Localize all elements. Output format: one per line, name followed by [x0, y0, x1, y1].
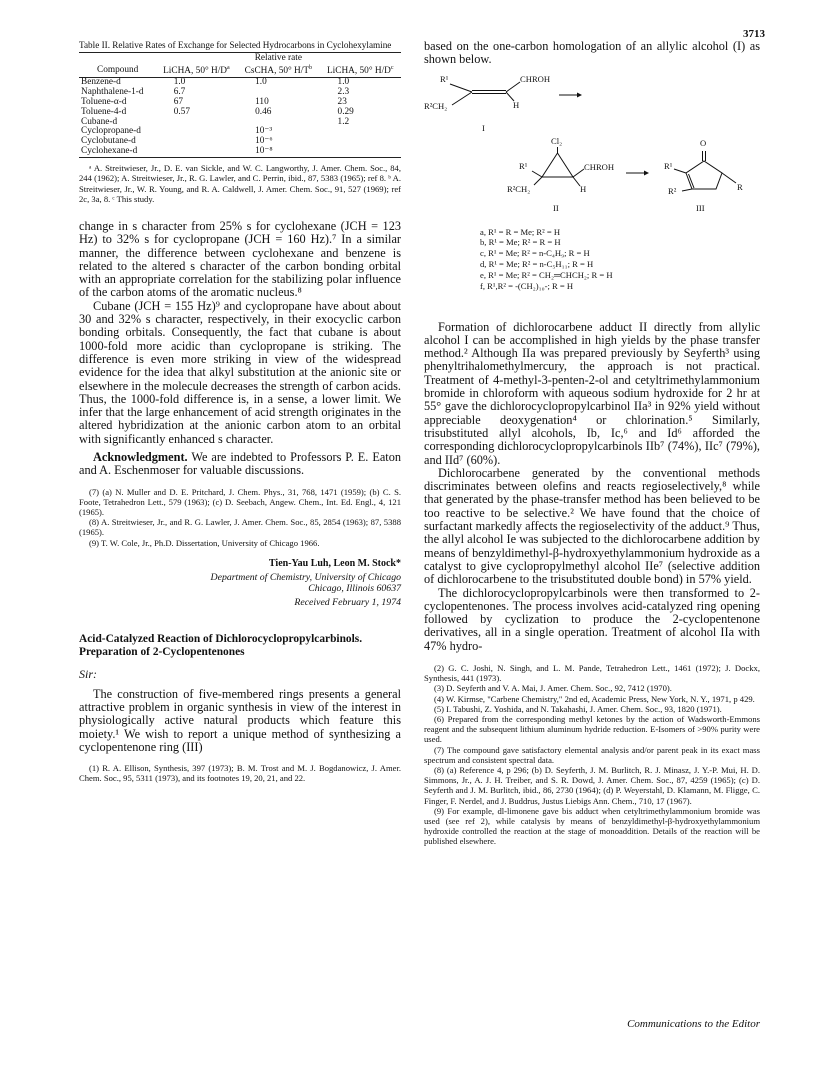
salutation: Sir:	[79, 666, 97, 681]
table-header-col1: LiCHA, 50° $H/D^a$	[163, 65, 230, 77]
footnote: (8) A. Streitwieser, Jr., and R. G. Lawler, J. Amer. Chem. Soc., 85, 2854 (1963); 87, 5388 (1965).	[79, 517, 401, 538]
chroh-label: CHROH	[584, 161, 615, 172]
chroh-label: CHROH	[520, 73, 551, 84]
acknowledgment: Acknowledgment. We are indebted to Professors P. E. Eaton and A. Eschenmoser for valuable discussions.	[79, 450, 402, 478]
footnote: (6) Prepared from the corresponding methyl ketones by the action of Wadsworth-Emmons reagent and the subsequent lithium aluminum hydride reduction. E-Isomers of >90% purity were used.	[424, 714, 760, 745]
substituent-item: a, R¹ = R = Me; R² = H	[480, 226, 561, 237]
substituent-item: d, R¹ = Me; R² = n-C₅H₁₁; R = H	[480, 258, 594, 269]
compound-II-label: II	[553, 202, 559, 213]
table-cell-compound: Cyclohexane-d	[81, 146, 138, 157]
o-label: O	[700, 137, 707, 148]
substituent-item: f, R¹,R² = -(CH₂)₁₀-; R = H	[480, 280, 574, 291]
table-cell-value: 10⁻³	[255, 126, 273, 137]
table-cell-value: 1.2	[337, 116, 350, 127]
r2ch2-label: R²CH₂	[507, 183, 531, 194]
footnote: (9) For example, dl-limonene gave bis adduct when cetyltrimethylammonium bromide was used (see ref 2), while catalysis by means of benzyldimethyl-β-hydroxyethylammonium hydroxide controlled the reaction at the stage of monoaddition. Details of the reaction will be published elsewhere.	[424, 805, 760, 847]
table-cell-value: 1.0	[255, 76, 267, 87]
article-title: Acid-Catalyzed Reaction of Dichlorocyclopropylcarbinols. Preparation of 2-Cyclopentenones	[79, 632, 363, 658]
table-body	[79, 77, 401, 157]
right-column	[424, 40, 760, 847]
table-cell-value: 1.0	[173, 76, 186, 87]
body-paragraph: Formation of dichlorocarbene adduct II directly from allylic alcohol I can be accomplished in high yields by the phase transfer method.² Although IIa was prepared previously by Seyferth³ using phenyltrihalomethylmercury, the approach is not practical. Treatment of 4-methyl-3-penten-2-ol and cetyltrimethylammonium bromide in chloroform with aqueous sodium hydroxide for 2 hr at 55° gave the dichlorocyclopropylcarbinol IIa³ in 92% yield without appreciable deoxygenation⁴ or chlorination.⁵ Similarly, trisubstituted allyl alcohols, Ib, Ic,⁶ and Id⁶ afforded the corresponding dichlorocyclopropylcarbinols IIb⁷ (74%), IIc⁷ (79%), and IId⁷ (60%).	[424, 319, 760, 467]
table-header-col2: CsCHA, 50° $H/T^b$	[244, 65, 313, 77]
footnote: (9) T. W. Cole, Jr., Ph.D. Dissertation, University of Chicago 1966.	[89, 537, 320, 548]
table-cell-value: 2.3	[337, 86, 350, 97]
right-intro: based on the one-carbon homologation of an allylic alcohol (I) as shown below.	[424, 39, 760, 67]
cl2-label: Cl₂	[551, 135, 563, 146]
right-footnotes	[424, 663, 760, 847]
table-cell-compound: Naphthalene-1-d	[81, 86, 144, 97]
table-cell-value: 67	[173, 96, 183, 107]
footnote: (7) (a) N. Muller and D. E. Pritchard, J. Chem. Phys., 31, 768, 1471 (1959); (b) C. S. Foote, Tetrahedron Lett., 579 (1963); (c) D. Seebach, Angew. Chem., Int. Ed. Engl., 4, 121 (1965).	[79, 486, 401, 518]
table-cell-value	[237, 118, 319, 128]
table-footnote: ᵃ A. Streitwieser, Jr., D. E. van Sickle, and W. C. Langworthy, J. Amer. Chem. Soc., 84, 244 (1962); A. Streitwieser, Jr., R. G. Lawler, and C. Perrin, ibid., 87, 5383 (1965); ref 8. ᵇ A. Streitwieser, Jr., W. R. Young, and R. A. Caldwell, J. Amer. Chem. Soc., 91, 527 (1969); ref 2c, 3a, 8. ᶜ This study.	[79, 163, 401, 204]
r-label: R	[737, 181, 743, 192]
table-cell-value	[320, 137, 401, 147]
table-cell-value	[320, 147, 401, 157]
page-number: 3713	[743, 28, 765, 40]
substituent-item: b, R¹ = Me; R² = R = H	[480, 237, 561, 248]
footnote: (2) G. C. Joshi, N. Singh, and L. M. Pande, Tetrahedron Lett., 1461 (1972); J. Dockx, Synthesis, 441 (1973).	[424, 663, 760, 684]
r1-label: R¹	[519, 160, 528, 171]
footnote: (1) R. A. Ellison, Synthesis, 397 (1973); B. M. Trost and M. J. Bogdanowicz, J. Amer. Chem. Soc., 95, 5311 (1973), and its footnotes 19, 20, 21, and 22.	[79, 763, 401, 784]
table-row	[79, 88, 401, 98]
footnote: (3) D. Seyferth and V. A. Mai, J. Amer. Chem. Soc., 92, 7412 (1970).	[434, 683, 672, 694]
footnote: (8) (a) Reference 4, p 296; (b) D. Seyferth, J. M. Burlitch, R. J. Minasz, J. Y.-P. Mui, H. D. Simmons, Jr., A. J. H. Treiber, and S. R. Dowd, J. Amer. Chem. Soc., 87, 4259 (1965); (c) D. Seyferth and J. M. Burlitch, ibid., 86, 2730 (1964); (d) P. Weyerstahl, D. Klamann, M. Fligge, C. Finger, F. Nerdel, and J. Buddrus, Justus Liebigs Ann. Chem., 710, 17 (1967).	[424, 765, 760, 806]
table-cell-value	[156, 137, 237, 147]
scheme-drawing	[424, 67, 760, 207]
table-cell-value	[320, 127, 401, 137]
reaction-scheme	[424, 67, 760, 321]
r2-label: R²	[668, 185, 677, 196]
compound-III-label: III	[696, 202, 705, 213]
table-group-header: Relative rate	[254, 53, 302, 63]
left-body	[79, 220, 401, 478]
body-paragraph: Cubane (JCH = 155 Hz)⁹ and cyclopropane have about about 30 and 32% s character, respectively, in their exocyclic carbon bonding orbitals. Consequently, the fact that cubane is about 1000-fold more acidic than cyclopropane is striking. The difference is even more striking in view of the widespread evidence for the idea that alkyl substitution at the anionic site or elsewhere in the molecule decreases the strength of carbon acids. Thus, the 1000-fold difference is, in a sense, a lower limit. We infer that the large enhancement of acid strength originates in the altered hybridization at the anionic carbon atom to an orbital with significantly enhanced s character.	[79, 298, 401, 446]
table-title: Table II. Relative Rates of Exchange for Selected Hydrocarbons in Cyclohexylamine	[79, 40, 392, 50]
substituent-item: c, R¹ = Me; R² = n-C₄H₉; R = H	[480, 248, 590, 259]
table-cell-compound: Cubane-d	[81, 116, 118, 127]
article-intro: The construction of five-membered rings presents a general attractive problem in organic synthesis in view of the interest in physiologically active natural products which feature this moiety.¹ We wish to report a unique method of synthesizing a cyclopentenone ring (III)	[79, 686, 401, 754]
table-cell-compound: Benzene-d	[81, 76, 121, 87]
footnote: (5) I. Tabushi, Z. Yoshida, and N. Takahashi, J. Amer. Chem. Soc., 93, 1820 (1971).	[434, 703, 722, 714]
table-row	[79, 108, 401, 118]
table-cell-compound: Toluene-α-d	[81, 96, 127, 107]
compound-I-label: I	[482, 122, 485, 133]
r2ch2-label: R²CH₂	[424, 100, 448, 111]
left-column	[79, 40, 401, 784]
table-cell-value: 23	[337, 96, 347, 107]
substituent-item: e, R¹ = Me; R² = CH₂═CHCH₂; R = H	[480, 269, 613, 280]
footnote: (7) The compound gave satisfactory elemental analysis and/or parent peak in its exact mass spectrum and consistent spectral data.	[424, 744, 760, 765]
table-cell-value: 0.46	[255, 106, 272, 117]
right-body	[424, 321, 760, 653]
table-cell-compound: Toluene-4-d	[81, 106, 127, 117]
table-cell-value: 1.0	[337, 76, 350, 87]
authors: Tien-Yau Luh, Leon M. Stock*	[268, 557, 401, 569]
table-cell-value: 0.57	[173, 106, 190, 117]
table-cell-compound: Cyclobutane-d	[81, 136, 136, 147]
h-label: H	[513, 99, 520, 110]
r1-label: R¹	[664, 160, 673, 171]
affiliation-line: Department of Chemistry, University of Chicago	[210, 571, 401, 583]
table-cell-value	[156, 127, 237, 137]
table-cell-value: 110	[255, 96, 269, 107]
substituent-list	[480, 227, 613, 292]
table-cell-value: 6.7	[173, 86, 186, 97]
table-cell-value: 10⁻⁶	[255, 136, 273, 147]
table-cell-compound: Cyclopropane-d	[81, 126, 141, 137]
rates-table	[79, 52, 401, 158]
table-row	[79, 147, 401, 157]
left-footnotes	[79, 487, 401, 548]
h-label: H	[580, 183, 587, 194]
body-paragraph: Dichlorocarbene generated by the conventional methods discriminates between olefins and reacts regioselectively,⁸ while that generated by the phase-transfer method has been believed to be too reactive to be selective.² We have found that the choice of surfactant markedly affects the regioselectivity of the adduct.⁹ Thus, the allyl alcohol Ie was subjected to the dichlorocarbene addition by means of benzyldimethyl-β-hydroxyethylammonium hydroxide as a catalyst to give cyclopropylmethyl alcohol IIe⁷ (selective addition of dichlorocarbene to the trisubstituted double bond) in 57% yield.	[424, 465, 760, 587]
received-date: Received February 1, 1974	[294, 597, 401, 609]
page-footer: Communications to the Editor	[627, 1018, 760, 1030]
footnote: (4) W. Kirmse, "Carbene Chemistry," 2nd ed, Academic Press, New York, N. Y., 1971, p 429.	[434, 693, 755, 704]
table-cell-value	[156, 147, 237, 157]
affiliation-line: Chicago, Illinois 60637	[308, 583, 401, 595]
table-cell-value	[237, 88, 319, 98]
table-header-col3: LiCHA, 50° $H/D^c$	[326, 65, 394, 77]
body-paragraph: The dichlorocyclopropylcarbinols were then transformed to 2-cyclopentenones. The process involves acid-catalyzed ring opening followed by cyclization to produce the 2-cyclopentenone derivatives, all in a single operation. Treatment of alcohol IIa with 47% hydro-	[424, 585, 760, 653]
table-cell-value: 0.29	[337, 106, 354, 117]
table-cell-value	[156, 118, 237, 128]
body-paragraph: change in s character from 25% s for cyclohexane (JCH = 123 Hz) to 32% s for cyclopropane (JCH = 160 Hz).⁷ In a similar manner, the difference between cyclohexane and benzene is related to the altered s character of the carbon bonding orbital with an appropriate correlation for the stabilizing polar influence of the carbon atoms of the aromatic nucleus.⁸	[79, 218, 401, 300]
r1-label: R¹	[440, 73, 449, 84]
table-cell-value: 10⁻⁸	[255, 146, 273, 157]
table-header-compound: Compound	[97, 64, 139, 75]
